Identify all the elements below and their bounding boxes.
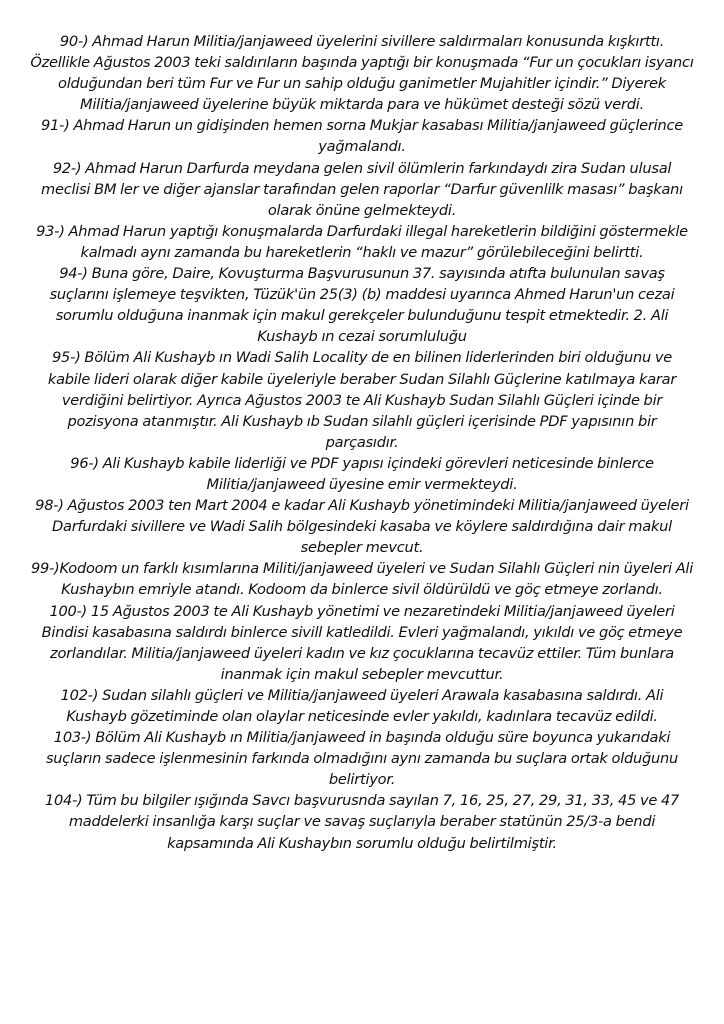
paragraph-104: 104-) Tüm bu bilgiler ışığında Savcı başvurusnda sayılan 7, 16, 25, 27, 29, 31, 33, 45 ve 47 maddelerki insanlığa karşı suçlar ve savaş suçlarıyla beraber statünün 25/3-a bendi kapsamında Ali Kushaybın sorumlu olduğu belirtilmiştir.: [44, 792, 680, 852]
paragraph-98: 98-) Ağustos 2003 ten Mart 2004 e kadar Ali Kushayb yönetimindeki Militia/janjaweed üyeleri Darfurdaki sivillere ve Wadi Salih bölgesindeki kasaba ve köylere saldırdığına dair makul sebepler mevcut.: [35, 497, 689, 557]
paragraph-100: 100-) 15 Ağustos 2003 te Ali Kushayb yönetimi ve nezaretindeki Militia/janjaweed üyeleri Bindisi kasabasına saldırdı binlerce sivill katledildi. Evleri yağmalandı, yıkıldı ve göç etmeye zorlandılar. Militia/janjaweed üyeleri kadın ve kız çocuklarına tecavüz ettiler. Tüm bunlara inanmak için makul sebepler mevcuttur.: [41, 602, 683, 683]
paragraph-94: 94-) Buna göre, Daire, Kovuşturma Başvurusunun 37. sayısında atıfta bulunulan savaş suçlarını işlemeye teşvikten, Tüzük'ün 25(3) (b) maddesi uyarınca Ahmed Harun'un cezai sorumlu olduğuna inanmak için makul gerekçeler bulunduğunu tespit etmektedir. 2. Ali Kushayb ın cezai sorumluluğu: [49, 265, 675, 346]
paragraph-102: 102-) Sudan silahlı güçleri ve Militia/janjaweed üyeleri Arawala kasabasına saldırdı. Ali Kushayb gözetiminde olan olaylar neticesinde evler yakıldı, kadınlara tecavüz edildi.: [60, 686, 664, 725]
paragraph-99: 99-)Kodoom un farklı kısımlarına Militi/janjaweed üyeleri ve Sudan Silahlı Güçleri nin üyeleri Ali Kushaybın emriyle atandı. Kodoom da binlerce sivil öldürüldü ve göç etmeye zorlandı.: [30, 560, 694, 599]
paragraph-96: 96-) Ali Kushayb kabile liderliği ve PDF yapısı içindeki görevleri neticesinde binlerce Militia/janjaweed üyesine emir vermekteydi.: [70, 454, 654, 493]
paragraph-93: 93-) Ahmad Harun yaptığı konuşmalarda Darfurdaki illegal hareketlerin bildiğini göstermekle kalmadı aynı zamanda bu hareketlerin “haklı ve mazur” görülebileceğini belirtti.: [36, 222, 688, 261]
paragraph-92: 92-) Ahmad Harun Darfurda meydana gelen sivil ölümlerin farkındaydı zira Sudan ulusal meclisi BM ler ve diğer ajanslar tarafından gelen raporlar “Darfur güvenlilk masası” başkanı olarak önüne gelmekteydi.: [41, 159, 683, 219]
paragraph-103: 103-) Bölüm Ali Kushayb ın Militia/janjaweed in başında olduğu süre boyunca yukarıdaki suçların sadece işlenmesinin farkında olmadığını aynı zamanda bu suçlara ortak olduğunu belirtiyor.: [45, 729, 679, 789]
document-page: [30, 31, 694, 854]
paragraph-90: 90-) Ahmad Harun Militia/janjaweed üyelerini sivillere saldırmaları konusunda kışkırttı. Özellikle Ağustos 2003 teki saldırıların başında yaptığı bir konuşmada “Fur un çocukları isyancı olduğundan beri tüm Fur ve Fur un sahip olduğu ganimetler Mujahitler içindir.” Diyerek Militia/janjaweed üyelerine büyük miktarda para ve hükümet desteği sözü verdi.: [30, 33, 694, 114]
paragraph-95: 95-) Bölüm Ali Kushayb ın Wadi Salih Locality de en bilinen liderlerinden biri olduğunu ve kabile lideri olarak diğer kabile üyeleriyle beraber Sudan Silahlı Güçlerine katılmaya karar verdiğini belirtiyor. Ayrıca Ağustos 2003 te Ali Kushayb Sudan Silahlı Güçleri içinde bir pozisyona atanmıştır. Ali Kushayb ıb Sudan silahlı güçleri içerisinde PDF yapısının bir parçasıdır.: [47, 349, 677, 451]
paragraph-91: 91-) Ahmad Harun un gidişinden hemen sorna Mukjar kasabası Militia/janjaweed güçlerince yağmalandı.: [41, 117, 683, 156]
